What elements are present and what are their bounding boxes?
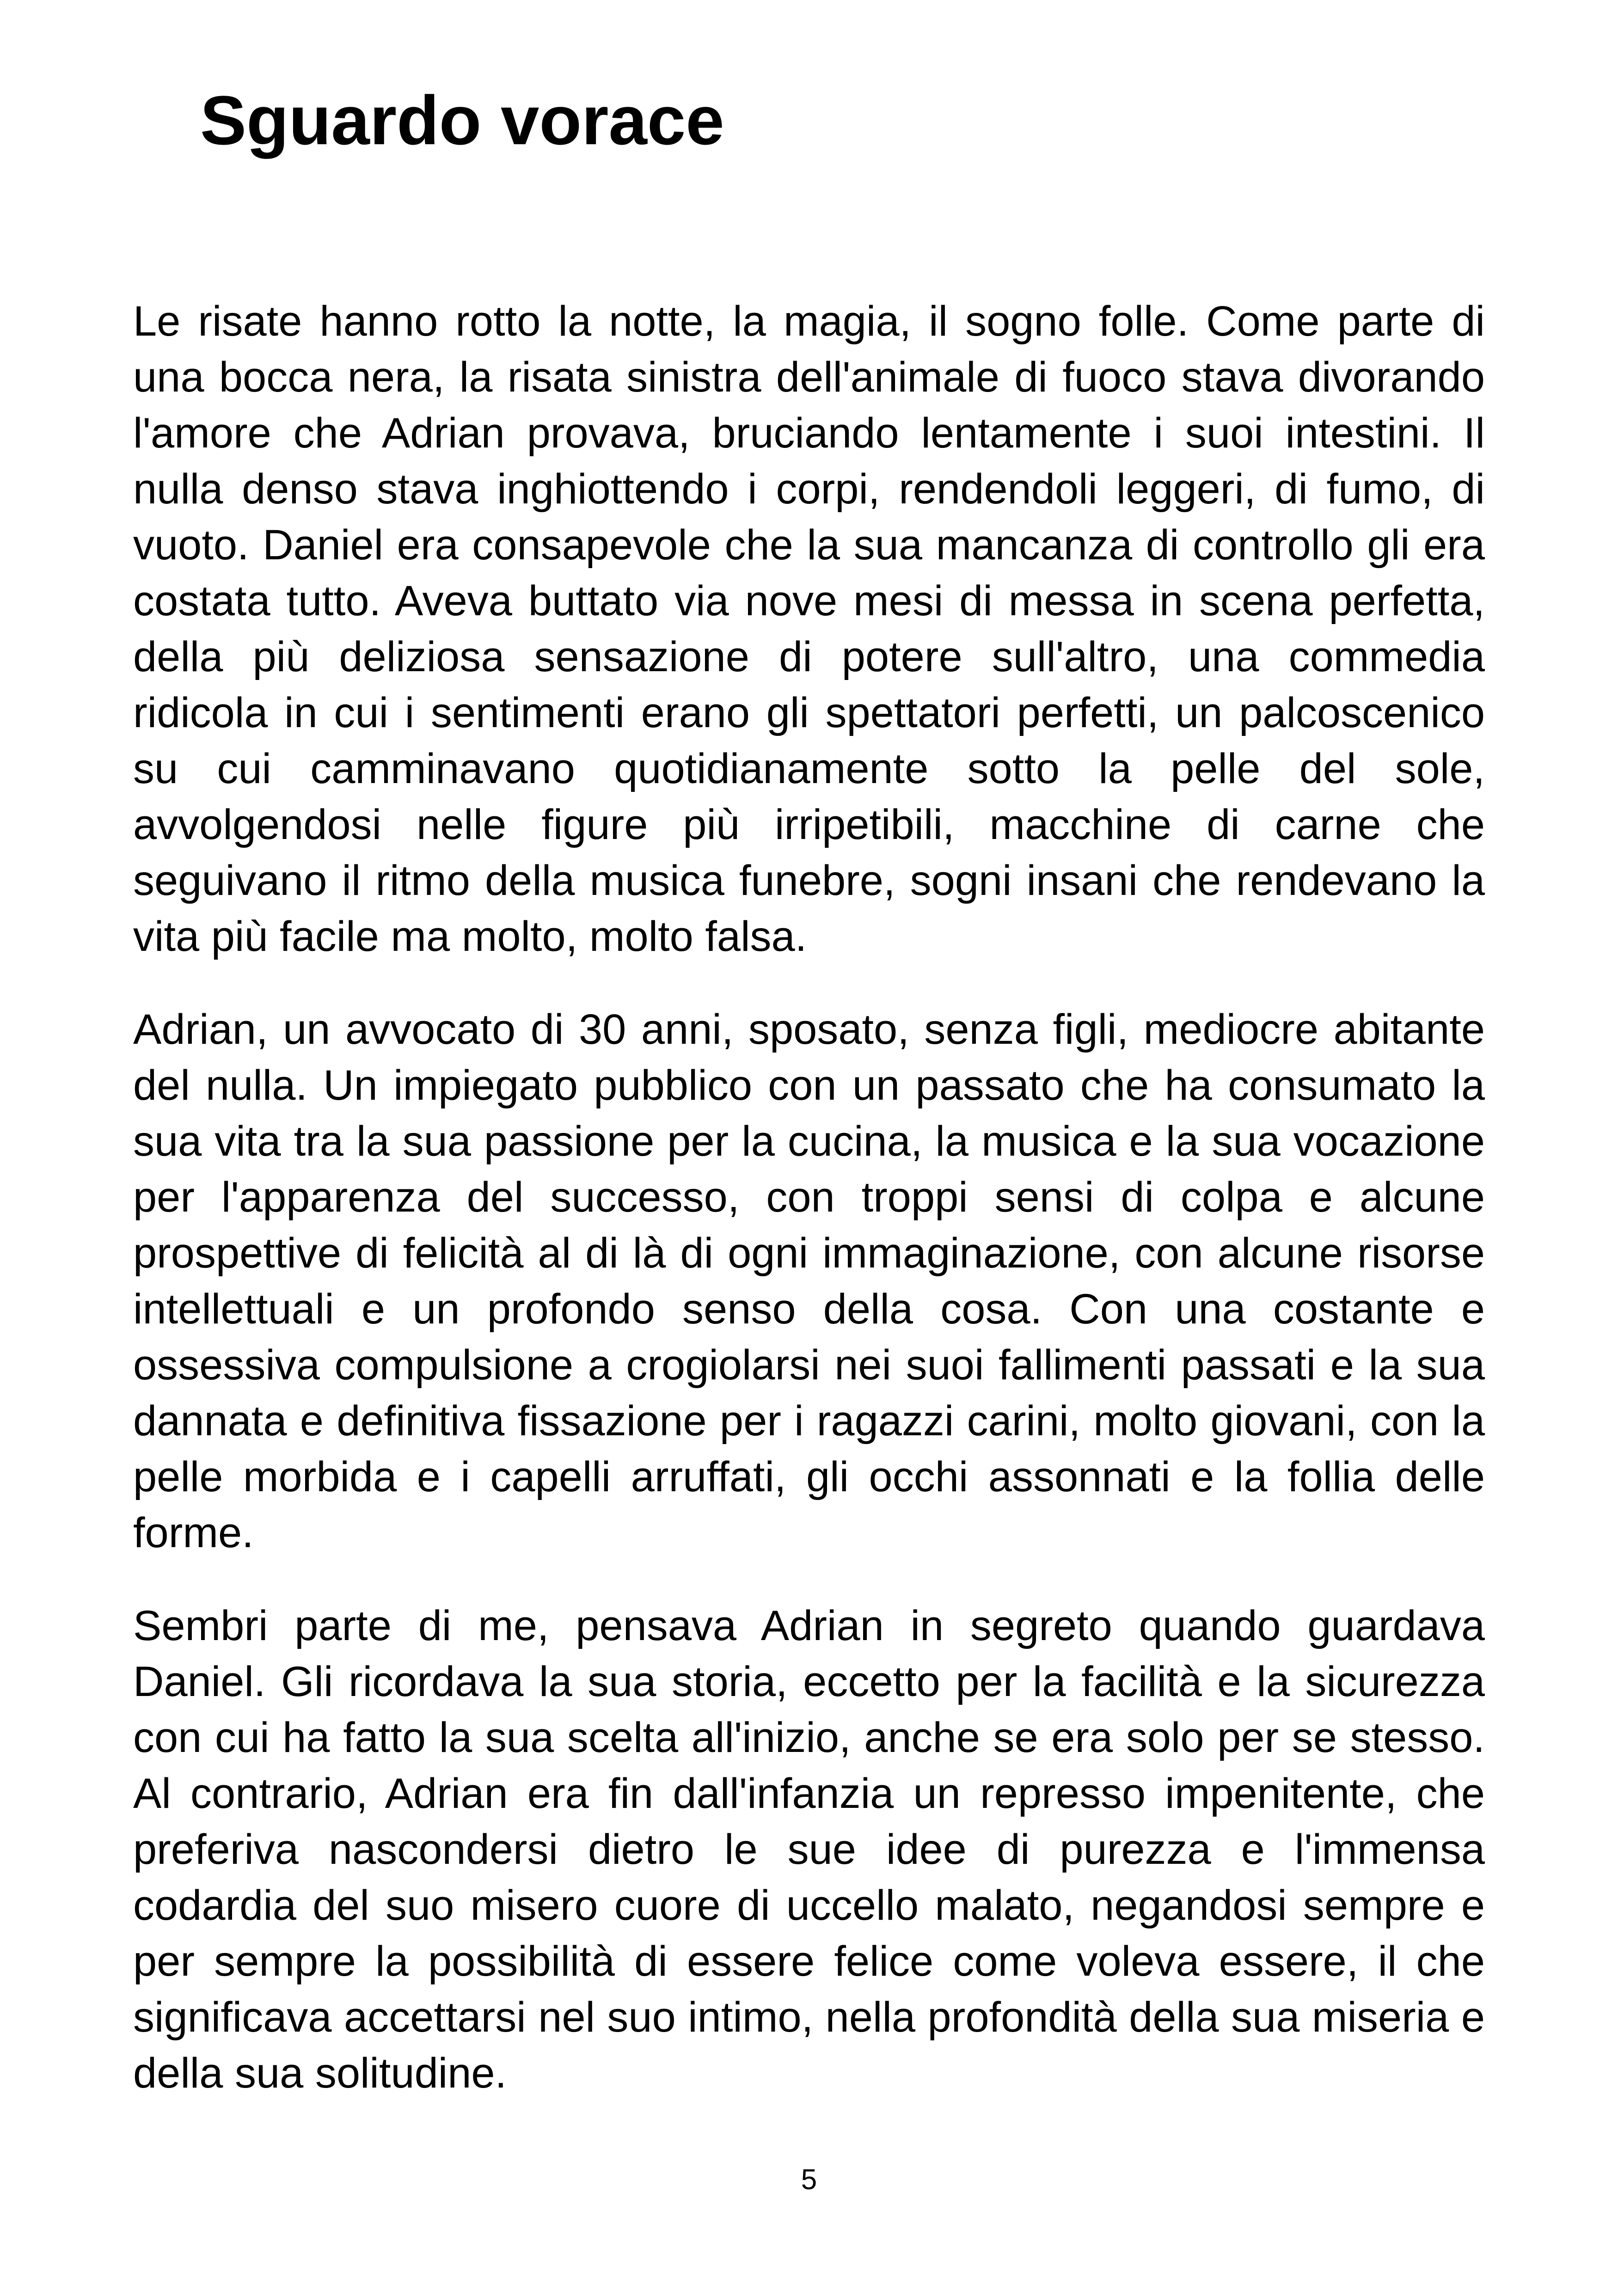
paragraph-2: Adrian, un avvocato di 30 anni, sposato, senza figli, mediocre abitante del nulla. Un impiegato pubblico con un passato che ha consumato la sua vita tra la sua passione per la cucina, la musica e la sua vocazione per l'apparenza del successo, con troppi sensi di colpa e alcune prospettive di felicità al di là di ogni immaginazione, con alcune risorse intellettuali e un profondo senso della cosa. Con una costante e ossessiva compulsione a crogiolarsi nei suoi fallimenti passati e la sua dannata e definitiva fissazione per i ragazzi carini, molto giovani, con la pelle morbida e i capelli arruffati, gli occhi assonnati e la follia delle forme.	[133, 1006, 1485, 1556]
paragraph-1: Le risate hanno rotto la notte, la magia, il sogno folle. Come parte di una bocca nera, la risata sinistra dell'animale di fuoco stava divorando l'amore che Adrian provava, bruciando lentamente i suoi intestini. Il nulla denso stava inghiottendo i corpi, rendendoli leggeri, di fumo, di vuoto. Daniel era consapevole che la sua mancanza di controllo gli era costata tutto. Aveva buttato via nove mesi di messa in scena perfetta, della più deliziosa sensazione di potere sull'altro, una commedia ridicola in cui i sentimenti erano gli spettatori perfetti, un palcoscenico su cui camminavano quotidianamente sotto la pelle del sole, avvolgendosi nelle figure più irripetibili, macchine di carne che seguivano il ritmo della musica funebre, sogni insani che rendevano la vita più facile ma molto, molto falsa.	[133, 298, 1485, 960]
body-text	[133, 294, 1485, 2138]
paragraph-3: Sembri parte di me, pensava Adrian in segreto quando guardava Daniel. Gli ricordava la sua storia, eccetto per la facilità e la sicurezza con cui ha fatto la sua scelta all'inizio, anche se era solo per se stesso. Al contrario, Adrian era fin dall'infanzia un represso impenitente, che preferiva nascondersi dietro le sue idee di purezza e l'immensa codardia del suo misero cuore di uccello malato, negandosi sempre e per sempre la possibilità di essere felice come voleva essere, il che significava accettarsi nel suo intimo, nella profondità della sua miseria e della sua solitudine.	[133, 1602, 1485, 2097]
page-number: 5	[801, 2164, 817, 2196]
chapter-title: Sguardo vorace	[200, 81, 724, 159]
